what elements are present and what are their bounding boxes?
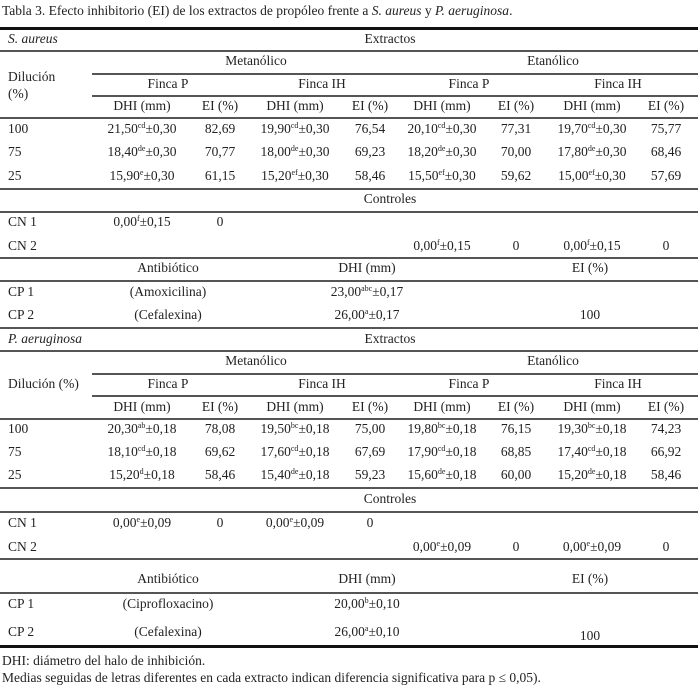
cell-dhi: 0,00$^f$±0,15 xyxy=(563,238,621,253)
cell-dhi: 0,00$^e$±0,09 xyxy=(112,515,172,530)
cell-ei: 0 xyxy=(512,539,520,554)
cell-ei: 82,69 xyxy=(204,121,236,136)
row-label-dilucion: 100 xyxy=(8,421,29,436)
header-ei: EI (%) xyxy=(201,98,239,113)
cell-ei: 0 xyxy=(366,515,374,530)
header-ei: EI (%) xyxy=(647,399,685,414)
cell-ei: 75,00 xyxy=(354,421,386,436)
cell-antibiotic: (Amoxicilina) xyxy=(129,284,207,299)
cell-ei: 0 xyxy=(662,539,670,554)
cell-ei: 69,23 xyxy=(354,144,386,159)
cell-dhi: 19,70$^{cd}$±0,30 xyxy=(557,121,627,136)
row-label-dilucion: 100 xyxy=(8,121,29,136)
header-ei: EI (%) xyxy=(351,399,389,414)
table-rule xyxy=(0,558,698,560)
row-label-dilucion: 25 xyxy=(8,168,22,183)
cell-ei: 0 xyxy=(662,238,670,253)
header-extractos: Extractos xyxy=(364,31,416,46)
dilucion-label: Dilución (%) xyxy=(8,69,56,101)
cell-ei: 66,92 xyxy=(650,444,682,459)
header-antibiotico: Antibiótico xyxy=(137,571,199,586)
table-rule xyxy=(0,257,698,259)
header-controles: Controles xyxy=(363,191,417,206)
table-rule xyxy=(0,50,698,52)
header-dhi: DHI (mm) xyxy=(338,571,396,586)
cell-dhi: 15,90$^e$±0,30 xyxy=(109,168,175,183)
header-finca: Finca P xyxy=(147,76,189,91)
cell-dhi: 0,00$^f$±0,15 xyxy=(113,214,171,229)
header-finca: Finca IH xyxy=(298,76,346,91)
row-label-cn: CN 1 xyxy=(8,515,37,530)
table-rule xyxy=(0,327,698,329)
table-rule xyxy=(0,211,698,213)
header-etanolico: Etanólico xyxy=(527,353,579,368)
table-rule xyxy=(0,27,698,30)
cell-dhi: 20,10$^{cd}$±0,30 xyxy=(407,121,477,136)
cell-ei: 60,00 xyxy=(500,467,532,482)
cell-dhi: 20,00$^b$±0,10 xyxy=(334,596,400,611)
cell-dhi: 18,10$^{cd}$±0,18 xyxy=(107,444,177,459)
header-ei: EI (%) xyxy=(497,98,535,113)
table-rule xyxy=(92,95,698,97)
caption-part: S. aureus xyxy=(371,3,422,18)
cell-antibiotic: (Cefalexina) xyxy=(134,307,202,322)
cell-dhi: 15,50$^{ef}$±0,30 xyxy=(408,168,476,183)
table-rule xyxy=(0,350,698,352)
header-dhi: DHI (mm) xyxy=(413,399,471,414)
table-rule xyxy=(0,188,698,190)
header-ei: EI (%) xyxy=(647,98,685,113)
row-label-cp: CP 2 xyxy=(8,307,35,322)
header-dhi: DHI (mm) xyxy=(266,399,324,414)
cell-dhi: 21,50$^{cd}$±0,30 xyxy=(107,121,177,136)
cell-ei: 100 xyxy=(579,307,601,322)
cell-ei: 70,77 xyxy=(204,144,236,159)
cell-ei: 69,62 xyxy=(204,444,236,459)
cell-antibiotic: (Ciprofloxacino) xyxy=(122,596,214,611)
row-label-cp: CP 2 xyxy=(8,624,35,639)
header-finca: Finca IH xyxy=(594,76,642,91)
header-dhi: DHI (mm) xyxy=(113,399,171,414)
cell-dhi: 18,20de±0,30 xyxy=(407,144,477,159)
header-dhi: DHI (mm) xyxy=(266,98,324,113)
header-controles: Controles xyxy=(363,491,417,506)
cell-dhi: 0,00$^e$±0,09 xyxy=(412,539,472,554)
caption-part: Tabla 3. Efecto inhibitorio (EI) de los extractos de propóleo frente a xyxy=(2,3,372,18)
cell-dhi: 17,60$^{cd}$±0,18 xyxy=(260,444,330,459)
cell-ei: 58,46 xyxy=(354,168,386,183)
cell-dhi: 17,80de±0,30 xyxy=(557,144,627,159)
header-metanolico: Metanólico xyxy=(225,353,287,368)
header-dhi: DHI (mm) xyxy=(563,399,621,414)
cell-ei: 59,23 xyxy=(354,467,386,482)
cell-dhi: 19,80$^{bc}$±0,18 xyxy=(407,421,477,436)
row-label-cn: CN 1 xyxy=(8,214,37,229)
cell-ei: 76,54 xyxy=(354,121,386,136)
cell-dhi: 17,40$^{cd}$±0,18 xyxy=(557,444,627,459)
row-label-cp: CP 1 xyxy=(8,596,35,611)
cell-ei: 59,62 xyxy=(500,168,532,183)
cell-ei: 58,46 xyxy=(204,467,236,482)
cell-antibiotic: (Cefalexina) xyxy=(134,624,202,639)
table-rule xyxy=(0,280,698,282)
cell-dhi: 20,30$^{ab}$±0,18 xyxy=(107,421,177,436)
cell-dhi: 0,00$^e$±0,09 xyxy=(562,539,622,554)
table-rule xyxy=(0,592,698,594)
table-rule xyxy=(92,73,698,75)
header-finca: Finca IH xyxy=(298,376,346,391)
table-rule xyxy=(0,418,698,420)
caption-part: . xyxy=(509,3,513,18)
row-label-dilucion: 25 xyxy=(8,467,22,482)
header-dhi: DHI (mm) xyxy=(413,98,471,113)
header-etanolico: Etanólico xyxy=(527,53,579,68)
row-label-cn: CN 2 xyxy=(8,238,37,253)
cell-ei: 77,31 xyxy=(500,121,532,136)
cell-dhi: 15,00$^{ef}$±0,30 xyxy=(558,168,626,183)
cell-dhi: 18,40de±0,30 xyxy=(107,144,177,159)
cell-ei: 0 xyxy=(216,214,224,229)
cell-dhi: 19,30$^{bc}$±0,18 xyxy=(557,421,627,436)
cell-ei: 78,08 xyxy=(204,421,236,436)
footnote: Medias seguidas de letras diferentes en cada extracto indican diferencia significativa para p ≤ 0,05). xyxy=(2,670,541,685)
organism-label: S. aureus xyxy=(8,31,58,46)
header-finca: Finca P xyxy=(448,76,490,91)
header-finca: Finca P xyxy=(448,376,490,391)
header-ei: EI (%) xyxy=(497,399,535,414)
cell-dhi: 15,20$^d$±0,18 xyxy=(109,467,175,482)
header-dhi: DHI (mm) xyxy=(338,260,396,275)
table-rule xyxy=(0,511,698,513)
cell-ei: 70,00 xyxy=(500,144,532,159)
organism-label: P. aeruginosa xyxy=(8,331,83,346)
header-metanolico: Metanólico xyxy=(225,53,287,68)
cell-dhi: 15,40de±0,18 xyxy=(260,467,330,482)
header-ei: EI (%) xyxy=(201,399,239,414)
cell-dhi: 15,60de±0,18 xyxy=(407,467,477,482)
cell-ei: 68,46 xyxy=(650,144,682,159)
header-extractos: Extractos xyxy=(364,331,416,346)
cell-dhi: 18,00de±0,30 xyxy=(260,144,330,159)
cell-dhi: 0,00$^f$±0,15 xyxy=(413,238,471,253)
table-caption xyxy=(2,3,512,19)
header-ei: EI (%) xyxy=(571,260,609,275)
cell-dhi: 19,50$^{bc}$±0,18 xyxy=(260,421,330,436)
header-finca: Finca P xyxy=(147,376,189,391)
row-label-cp: CP 1 xyxy=(8,284,35,299)
cell-ei: 74,23 xyxy=(650,421,682,436)
cell-dhi: 17,90$^{cd}$±0,18 xyxy=(407,444,477,459)
cell-ei: 61,15 xyxy=(204,168,236,183)
cell-ei: 100 xyxy=(579,628,601,643)
row-label-dilucion: 75 xyxy=(8,144,22,159)
cell-dhi: 26,00$^a$±0,17 xyxy=(334,307,400,322)
row-label-dilucion: 75 xyxy=(8,444,22,459)
table-rule xyxy=(92,373,698,375)
cell-dhi: 19,90$^{cd}$±0,30 xyxy=(260,121,330,136)
header-dhi: DHI (mm) xyxy=(563,98,621,113)
cell-ei: 67,69 xyxy=(354,444,386,459)
cell-ei: 76,15 xyxy=(500,421,532,436)
header-ei: EI (%) xyxy=(351,98,389,113)
cell-ei: 57,69 xyxy=(650,168,682,183)
cell-dhi: 15,20de±0,18 xyxy=(557,467,627,482)
cell-ei: 68,85 xyxy=(500,444,532,459)
table-rule xyxy=(0,645,698,648)
header-antibiotico: Antibiótico xyxy=(137,260,199,275)
footnote: DHI: diámetro del halo de inhibición. xyxy=(2,653,206,668)
header-finca: Finca IH xyxy=(594,376,642,391)
cell-dhi: 23,00$^{abc}$±0,17 xyxy=(330,284,404,299)
table-rule xyxy=(0,487,698,489)
table-rule xyxy=(92,395,698,397)
caption-part: P. aeruginosa xyxy=(435,3,510,18)
dilucion-label: Dilución (%) xyxy=(8,376,79,391)
cell-dhi: 26,00$^a$±0,10 xyxy=(334,624,400,639)
table-rule xyxy=(0,117,698,119)
caption-part: y xyxy=(421,3,436,18)
cell-ei: 75,77 xyxy=(650,121,682,136)
header-ei: EI (%) xyxy=(571,571,609,586)
header-dhi: DHI (mm) xyxy=(113,98,171,113)
cell-ei: 58,46 xyxy=(650,467,682,482)
cell-ei: 0 xyxy=(216,515,224,530)
row-label-cn: CN 2 xyxy=(8,539,37,554)
cell-ei: 0 xyxy=(512,238,520,253)
cell-dhi: 15,20$^{ef}$±0,30 xyxy=(261,168,329,183)
cell-dhi: 0,00$^e$±0,09 xyxy=(265,515,325,530)
